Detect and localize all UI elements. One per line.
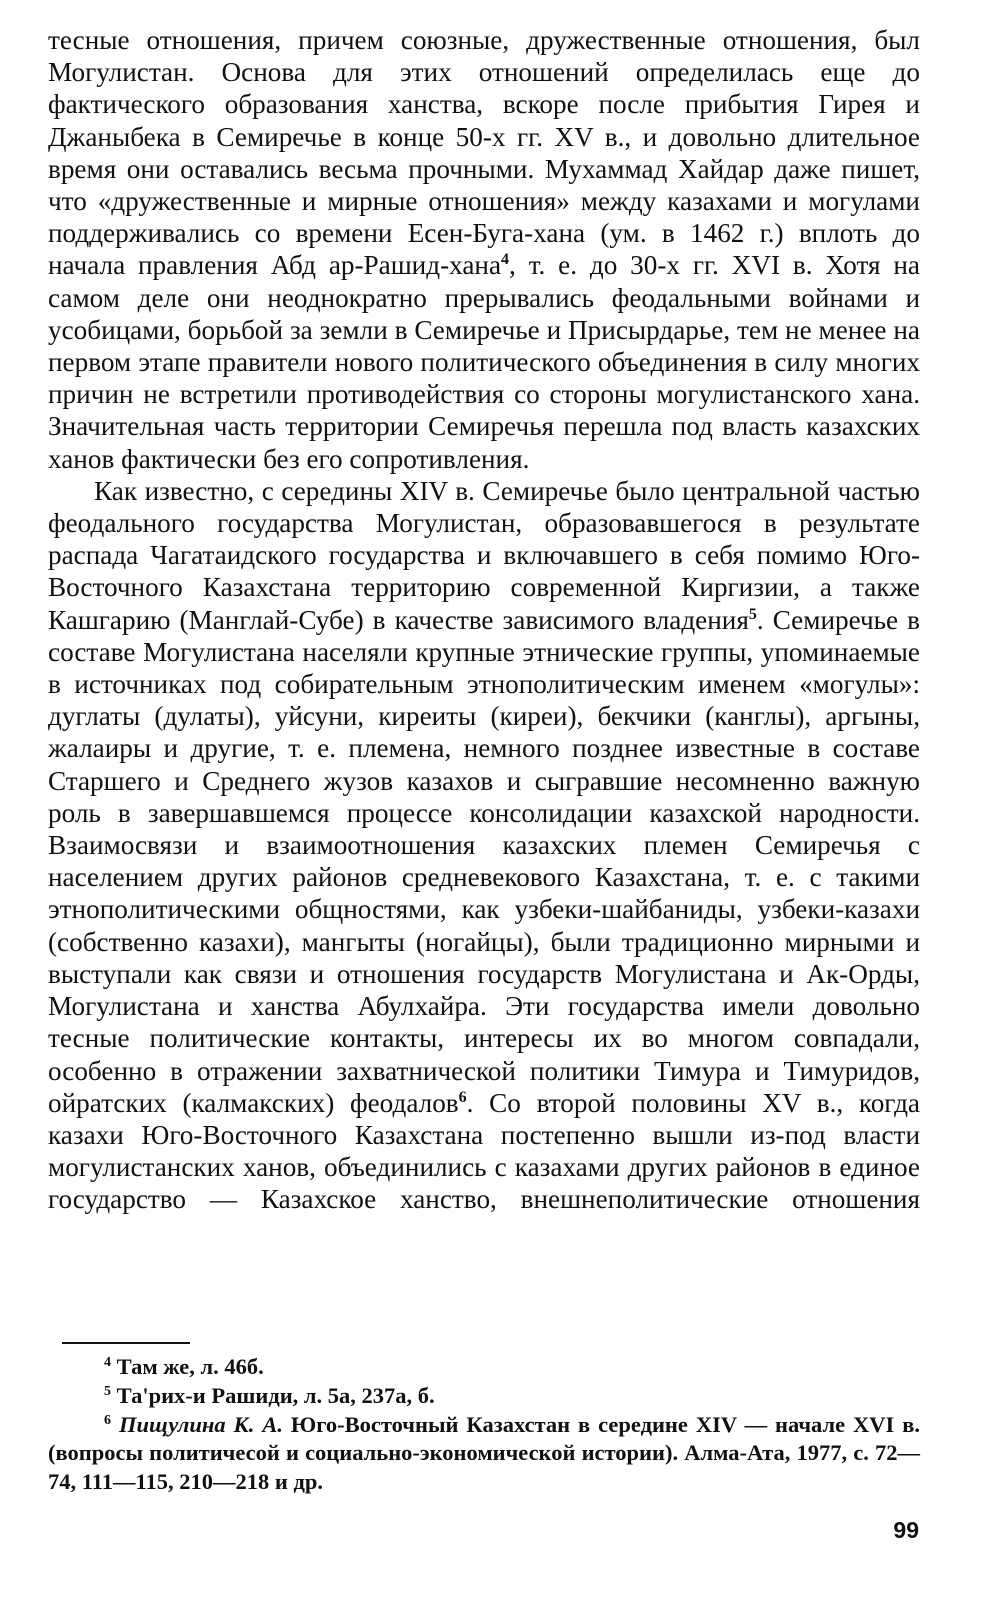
footnote-ref-5[interactable]: 5 xyxy=(748,605,757,623)
paragraph-1-text-a: тесные отношения, причем союзные, дружественные отношения, был Могулистан. Основа для этих отношений определилась еще до фактического образования ханства, вскоре после прибытия Гирея и Джаныбека в Семиречье в конце 50-х гг. XV в., и довольно длительное время они оставались весьма прочными. Мухаммад Хайдар даже пишет, что «дружественные и мирные отношения» между казахами и могулами поддерживались со времени Есен-Буга-хана (ум. в 1462 г.) вплоть до начала правления Абд ар-Рашид-хана xyxy=(48,25,920,281)
footnote-number: 4 xyxy=(104,1355,111,1370)
paragraph-2-text-a: Как известно, с середины XIV в. Семиречье было центральной частью феодального государства Могулистан, образовавшегося в результате распада Чагатаидского государства и включавшего в себя помимо Юго-Восточного Казахстана территорию современной Киргизии, а также Кашгарию (Манглай-Субе) в качестве зависимого владения xyxy=(48,475,920,635)
footnote-ref-4[interactable]: 4 xyxy=(501,251,510,269)
paragraph-1 xyxy=(48,24,920,475)
paragraph-2-text-c: . Со второй половины XV в., когда казахи Юго-Восточного Казахстана постепенно вышли из-под власти могулистанских ханов, объединились с казахами других районов в единое государство — Казахское ханство, внешнеполитические отношения xyxy=(48,1087,920,1215)
footnote-4 xyxy=(48,1353,920,1382)
footnote-text: Та'рих-и Рашиди, л. 5а, 237а, б. xyxy=(116,1382,435,1408)
paragraph-2-text-b: . Семиречье в составе Могулистана населяли крупные этнические группы, упоминаемые в источниках под собирательным этнополитическим именем «могулы»: дуглаты (дулаты), уйсуни, киреиты (киреи), бекчики (канглы), аргыны, жалаиры и другие, т. е. племена, немного позднее известные в составе Старшего и Среднего жузов казахов и сыгравшие несомненно важную роль в завершавшемся процессе консолидации казахской народности. Взаимосвязи и взаимоотношения казахских племен Семиречья с населением других районов средневекового Казахстана, т. е. с такими этнополитическими общностями, как узбеки-шайбаниды, узбеки-казахи (собственно казахи), мангыты (ногайцы), были традиционно мирными и выступали как связи и отношения государств Могулистана и Ак-Орды, Могулистана и ханства Абулхайра. Эти государства имели довольно тесные политические контакты, интересы их во многом совпадали, особенно в отражении захватнической политики Тимура и Тимуридов, ойратских (калмакских) феодалов xyxy=(48,604,921,1118)
paragraph-1-text-b: , т. е. до 30-х гг. XVI в. Хотя на самом деле они неоднократно прерывались феодальными войнами и усобицами, борьбой за земли в Семиречье и Присырдарье, тем не менее на первом этапе правители нового политического объединения в силу многих причин не встретили противодействия со стороны могулистанского хана. Значительная часть территории Семиречья перешла под власть казахских ханов фактически без его сопротивления. xyxy=(48,250,920,474)
page-number: 99 xyxy=(893,1517,919,1543)
page-body xyxy=(48,24,920,1216)
footnote-text: Юго-Восточный Казахстан в середине XIV — начале XVI в. (вопросы политичесой и социально-экономической истории). Алма-Ата, 1977, с. 72—74, 111—115, 210—218 и др. xyxy=(48,1411,921,1495)
paragraph-2 xyxy=(48,475,920,1216)
footnote-divider xyxy=(62,1342,190,1344)
footnote-text: Там же, л. 46б. xyxy=(116,1354,264,1379)
footnote-ref-6[interactable]: 6 xyxy=(458,1088,467,1106)
footnote-6 xyxy=(48,1411,920,1497)
footnote-number: 6 xyxy=(104,1412,111,1428)
footnotes xyxy=(48,1353,920,1497)
footnote-number: 5 xyxy=(104,1383,111,1399)
footnote-author: Пищулина К. А. xyxy=(118,1411,283,1437)
main-text xyxy=(48,24,920,1216)
footnote-5 xyxy=(48,1382,920,1411)
